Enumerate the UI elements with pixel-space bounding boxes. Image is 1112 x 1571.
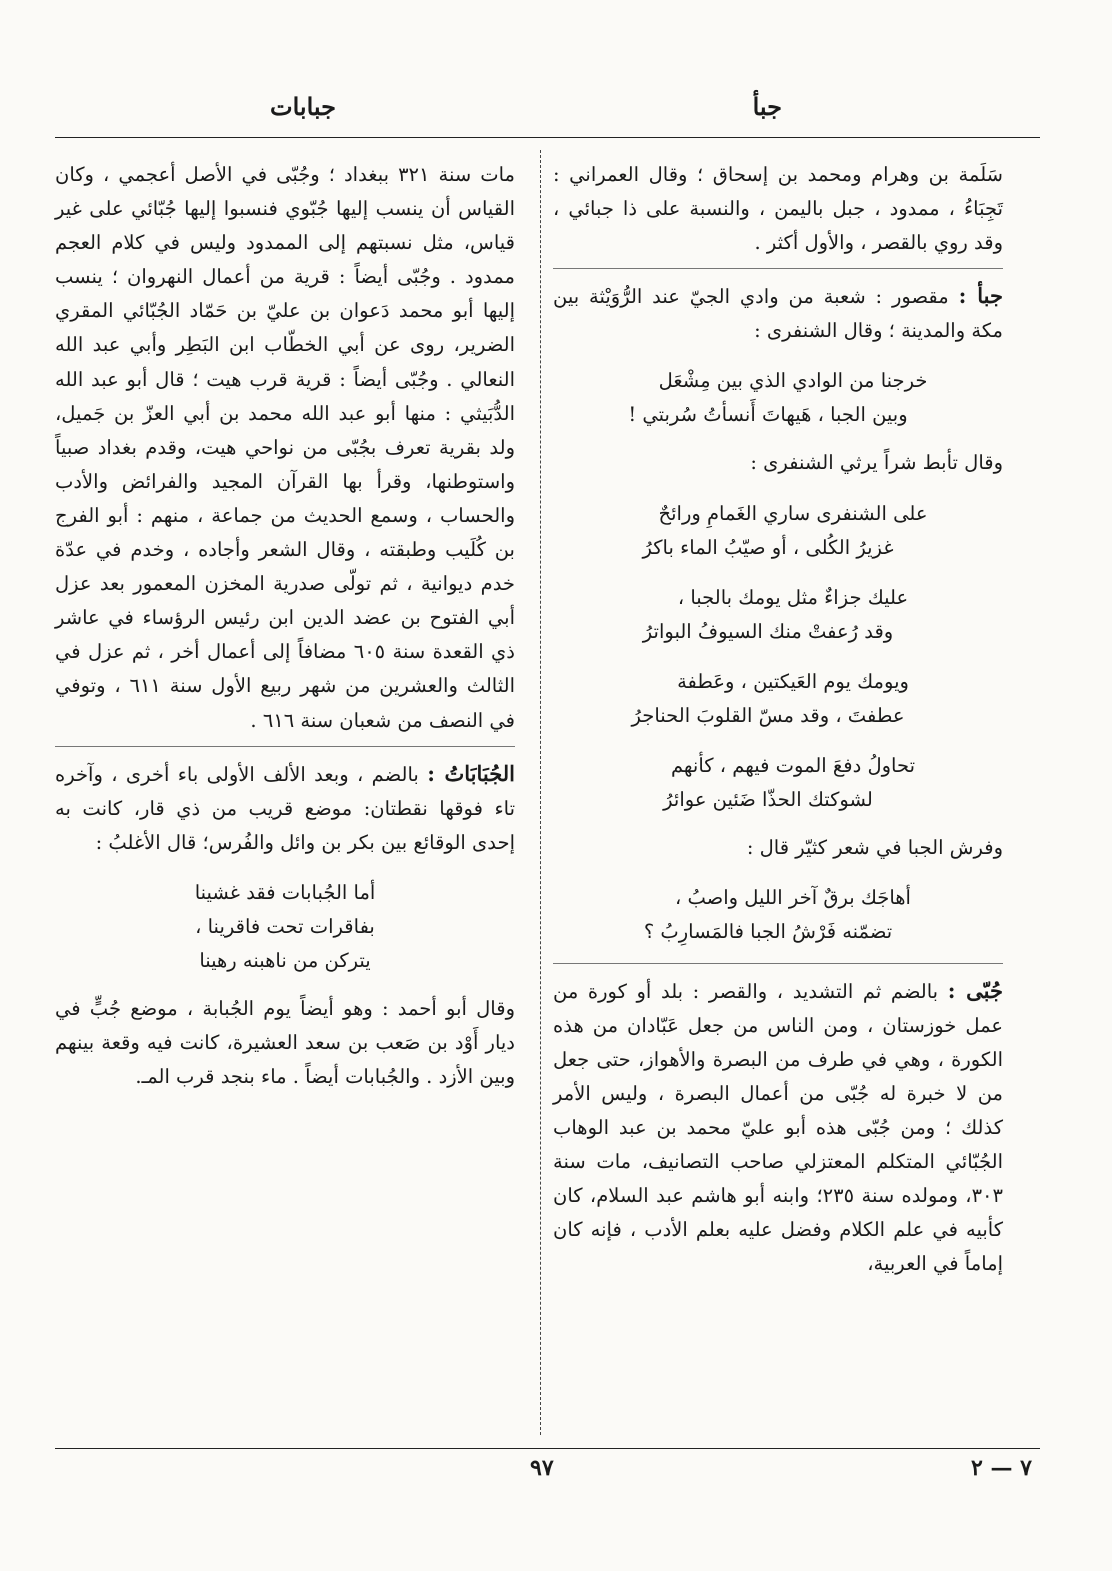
entry-continuation: مات سنة ٣٢١ ببغداد ؛ وجُبّى في الأصل أعجمي ، وكان القياس أن ينسب إليها جُبّوي فنسبوا إليها جُبّائي على غير قياس، مثل نسبتهم إلى الممدود وليس في كلام العجم ممدود . وجُبّى أيضاً : قرية من أعمال النهروان ؛ ينسب إليها أبو محمد دَعوان بن عليّ بن حَمّاد الجُبّائي المقري الضرير، روى عن أبي الخطّاب ابن البَطِر وأبي عبد الله النعالي . وجُبّى أيضاً : قرية قرب هيت ؛ قال أبو عبد الله الدُّبَيثي : منها أبو عبد الله محمد بن أبي العزّ بن جَميل، ولد بقرية تعرف بجُبّى من نواحي هيت، وقدم بغداد صبياً واستوطنها، وقرأ بها القرآن المجيد والفرائض والأدب والحساب ، وسمع الحديث من جماعة ، منهم : أبو الفرج بن كُلَيب وطبقته ، وقال الشعر وأجاده ، وخدم في عدّة خدم ديوانية ، ثم تولّى صدرية المخزن المعمور بعد عزل أبي الفتوح بن عضد الدين ابن رئيس الرؤساء في عاشر ذي القعدة سنة ٦٠٥ مضافاً إلى أعمال أخر ، ثم عزل في الثالث والعشرين من شهر ربيع الأول سنة ٦١١ ، وتوفي في النصف من شعبان سنة ٦١٦ . — [55, 163, 515, 732]
entry-juba — [553, 268, 1003, 348]
verse-rajaz — [55, 876, 515, 978]
verse-line: تضمّنه فَرْشُ الجبا فالمَسارِبُ ؟ — [643, 919, 893, 943]
entry-text: مقصور : شعبة من وادي الجيّ عند الرُّوَيْثة بين مكة والمدينة ؛ وقال الشنفرى : — [553, 285, 1003, 343]
headword: جُبّى : — [947, 977, 1004, 1003]
verse-line: تحاولُ دفعَ الموت فيهم ، كأنهم — [670, 753, 916, 777]
verse-couplet — [553, 581, 1003, 649]
signature-mark: ٧ — ٢ — [971, 1455, 1032, 1481]
verse-line: عليك جزاءٌ مثل يومك بالجبا ، — [677, 585, 909, 609]
footer-rule — [55, 1448, 1040, 1449]
running-head-left: جبابات — [270, 92, 336, 121]
headword: الجُبَابَاتُ : — [427, 760, 516, 786]
verse-line: غزيرُ الكُلى ، أو صيّبُ الماء باكرُ — [642, 535, 894, 559]
running-head-right: جبأ — [752, 92, 782, 121]
entry-text: بالضم ، وبعد الألف الأولى باء أخرى ، وآخره تاء فوقها نقطتان: موضع قريب من ذي قار، كانت به إحدى الوقائع بين بكر بن وائل والفُرس؛ قال الأغلبُ : — [55, 762, 515, 854]
headword: جبأ : — [958, 283, 1004, 309]
verse-couplet — [553, 881, 1003, 949]
verse-couplet — [553, 749, 1003, 817]
header-rule — [55, 137, 1040, 138]
verse-line: خرجنا من الوادي الذي بين مِشْعَل — [658, 369, 928, 393]
verse-line: وبين الجبا ، هَيهاتَ أَنسأتُ سُربتي ! — [628, 403, 908, 427]
entry-jubabat — [55, 746, 515, 860]
right-column — [553, 158, 1003, 1284]
verse-line: على الشنفرى ساري الغَمامِ ورائحٌ — [658, 501, 928, 525]
verse-couplet — [553, 497, 1003, 565]
verse-line: يتركن من ناهبنه رهينا — [199, 948, 371, 972]
verse-line: أما الجُبابات فقد غشينا — [194, 880, 376, 904]
entry-text: وقال أبو أحمد : وهو أيضاً يوم الجُبابة ، موضع جُبٍّ في ديار أَوْد بن صَعب بن سعد العشيرة، كانت فيه وقعة بينهم وبين الأزد . والجُبابات أيضاً . ماء بنجد قرب المـ. — [55, 996, 515, 1089]
left-column — [55, 158, 515, 1096]
verse-line: ويومك يوم العَيكتين ، وعَطفة — [677, 669, 909, 693]
entry-text: وقال تأبط شراً يرثي الشنفرى : — [750, 451, 1003, 475]
entry-jubba — [553, 963, 1003, 1282]
verse-couplet — [553, 364, 1003, 432]
verse-line: لشوكتك الحذّا ضَئين عوائرُ — [663, 787, 873, 811]
verse-line: وقد رُعفتْ منك السيوفُ البواترُ — [642, 619, 894, 643]
verse-line: عطفتَ ، وقد مسّ القلوبَ الحناجرُ — [631, 703, 905, 727]
entry-text: بالضم ثم التشديد ، والقصر : بلد أو كورة من عمل خوزستان ، ومن الناس من جعل عَبّادان من هذه الكورة ، وهي في طرف من البصرة والأهواز، حتى جعل من لا خبرة له جُبّى من أعمال البصرة ، وليس الأمر كذلك ؛ ومن جُبّى هذه أبو عليّ محمد بن عبد الوهاب الجُبّائي المتكلم المعتزلي صاحب التصانيف، مات سنة ٣٠٣، ومولده سنة ٢٣٥؛ وابنه أبو هاشم عبد السلام، كان كأبيه في علم الكلام وفضل عليه بعلم الأدب ، فإنه كان إماماً في العربية، — [553, 979, 1003, 1276]
page-number: ٩٧ — [530, 1455, 554, 1481]
verse-line: أهاجَك برقٌ آخر الليل واصبُ ، — [675, 885, 911, 909]
column-divider — [540, 150, 541, 1435]
entry-continuation: سَلَمة بن وهرام ومحمد بن إسحاق ؛ وقال العمراني : تَجِبَاءُ ، ممدود ، جبل باليمن ، والنسبة على ذا جبائي ، وقد روي بالقصر ، والأول أكثر . — [553, 163, 1003, 255]
entry-text: وفرش الجبا في شعر كثيّر قال : — [746, 835, 1003, 859]
verse-line: بفاقرات تحت فاقرينا ، — [195, 914, 375, 938]
verse-couplet — [553, 665, 1003, 733]
